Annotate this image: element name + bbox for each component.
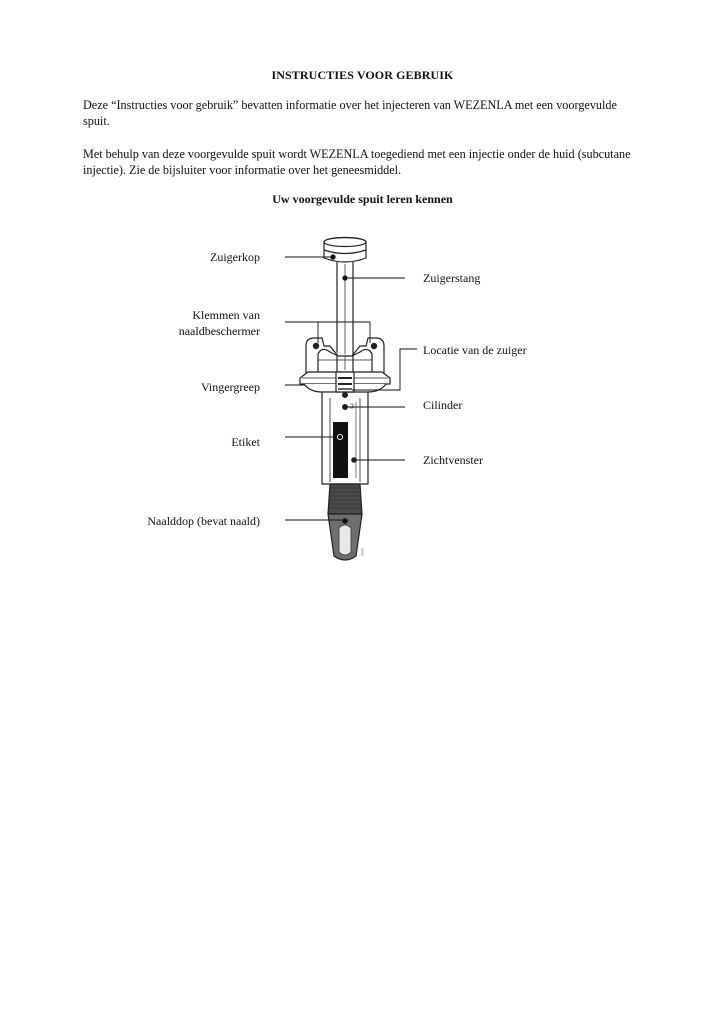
label-etiket: Etiket [231, 435, 260, 449]
label-klemmen-line1: Klemmen van [192, 308, 260, 322]
label-zichtvenster: Zichtvenster [423, 453, 483, 467]
label-locatie-zuiger: Locatie van de zuiger [423, 343, 527, 357]
label-zuigerkop: Zuigerkop [210, 250, 260, 264]
section-heading: Uw voorgevulde spuit leren kennen [272, 192, 453, 206]
label-klemmen-line2: naaldbeschermer [178, 324, 260, 338]
intro-paragraph: Deze “Instructies voor gebruik” bevatten informatie over het injecteren van WEZENLA met een voorgevulde spuit. [83, 98, 617, 128]
label-naalddop: Naalddop (bevat naald) [147, 514, 260, 528]
svg-text:0000: 0000 [360, 548, 365, 556]
plunger-head [324, 238, 366, 263]
description-paragraph: Met behulp van deze voorgevulde spuit wordt WEZENLA toegediend met een injectie onder de huid (subcutane injectie). Zie de bijsluiter voor informatie over het geneesmiddel. [83, 147, 631, 177]
page-title: INSTRUCTIES VOOR GEBRUIK [271, 68, 454, 82]
needle-cap [328, 484, 362, 560]
label-zuigerstang: Zuigerstang [423, 271, 481, 285]
label-cilinder: Cilinder [423, 398, 463, 412]
syringe-label [333, 422, 348, 478]
label-vingergreep: Vingergreep [200, 380, 260, 394]
